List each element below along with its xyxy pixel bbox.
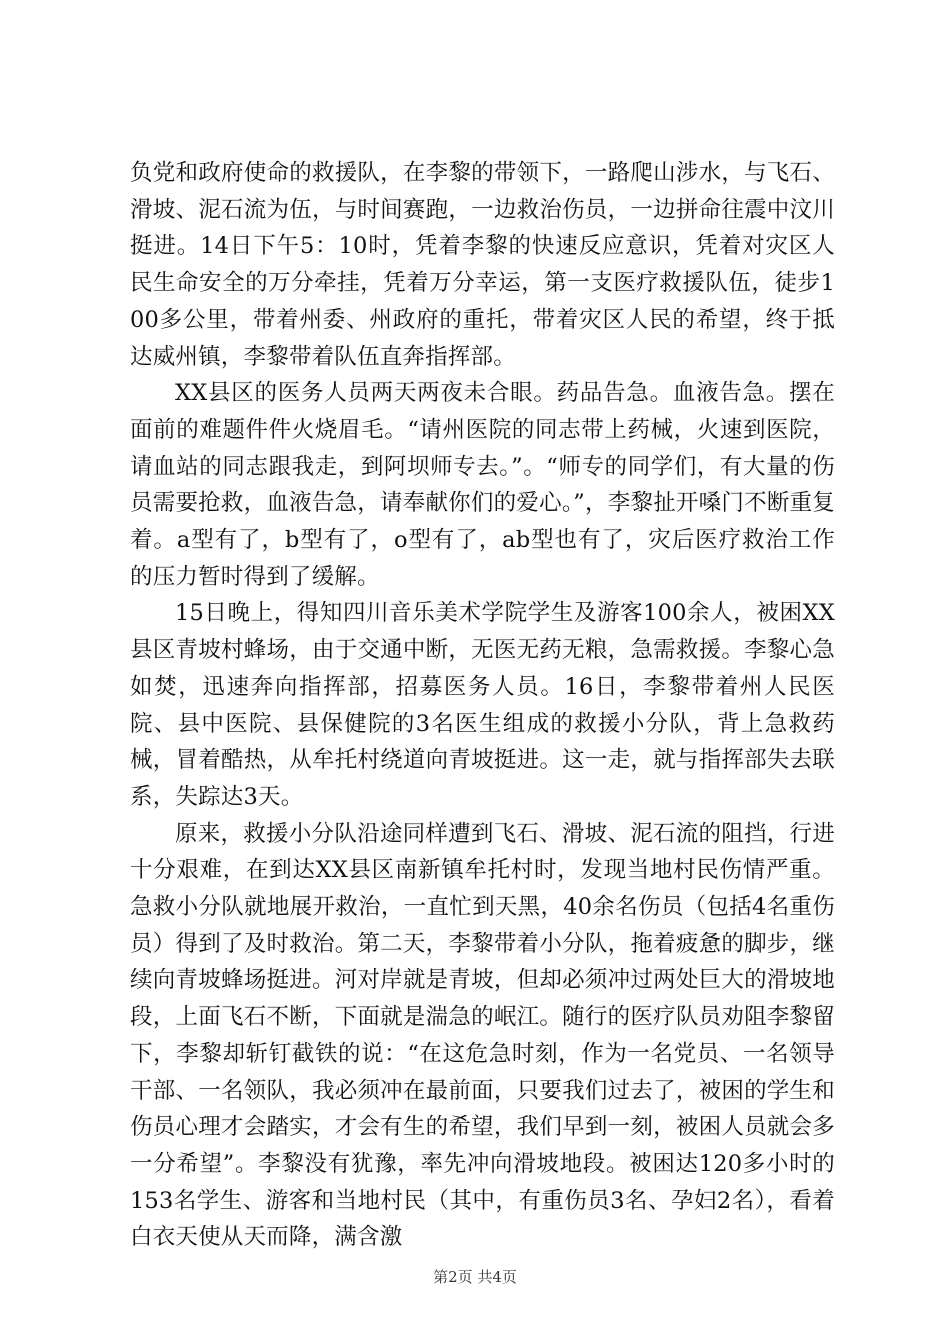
paragraph-3: 15日晚上，得知四川音乐美术学院学生及游客100余人，被困XX县区青坡村蜂场，由于交通中断，无医无药无粮，急需救援。李黎心急如焚，迅速奔向指挥部，招募医务人员。16日，李黎带着州人民医院、县中医院、县保健院的3名医生组成的救援小分队，背上急救药械，冒着酷热，从牟托村绕道向青坡挺进。这一走，就与指挥部失去联系，失踪达3天。	[130, 600, 835, 810]
body-text	[130, 155, 835, 1256]
page-footer: 第2页 共4页	[433, 1268, 517, 1286]
paragraph-1: 负党和政府使命的救援队，在李黎的带领下，一路爬山涉水，与飞石、滑坡、泥石流为伍，与时间赛跑，一边救治伤员，一边拼命往震中汶川挺进。14日下午5：10时，凭着李黎的快速反应意识，凭着对灾区人民生命安全的万分牵挂，凭着万分幸运，第一支医疗救援队伍，徒步100多公里，带着州委、州政府的重托，带着灾区人民的希望，终于抵达威州镇，李黎带着队伍直奔指挥部。	[130, 160, 835, 370]
paragraph-4: 原来，救援小分队沿途同样遭到飞石、滑坡、泥石流的阻挡，行进十分艰难，在到达XX县区南新镇牟托村时，发现当地村民伤情严重。急救小分队就地展开救治，一直忙到天黑，40余名伤员（包括4名重伤员）得到了及时救治。第二天，李黎带着小分队，拖着疲惫的脚步，继续向青坡蜂场挺进。河对岸就是青坡，但却必须冲过两处巨大的滑坡地段，上面飞石不断，下面就是湍急的岷江。随行的医疗队员劝阻李黎留下，李黎却斩钉截铁的说：“在这危急时刻，作为一名党员、一名领导干部、一名领队，我必须冲在最前面，只要我们过去了，被困的学生和伤员心理才会踏实，才会有生的希望，我们早到一刻，被困人员就会多一分希望”。李黎没有犹豫，率先冲向滑坡地段。被困达120多小时的153名学生、游客和当地村民（其中，有重伤员3名、孕妇2名），看着白衣天使从天而降，满含激	[130, 820, 835, 1251]
paragraph-2: XX县区的医务人员两天两夜未合眼。药品告急。血液告急。摆在面前的难题件件火烧眉毛。“请州医院的同志带上药械，火速到医院，请血站的同志跟我走，到阿坝师专去。”。“师专的同学们，有大量的伤员需要抢救，血液告急，请奉献你们的爱心。”，李黎扯开嗓门不断重复着。a型有了，b型有了，o型有了，ab型也有了，灾后医疗救治工作的压力暂时得到了缓解。	[130, 380, 835, 590]
